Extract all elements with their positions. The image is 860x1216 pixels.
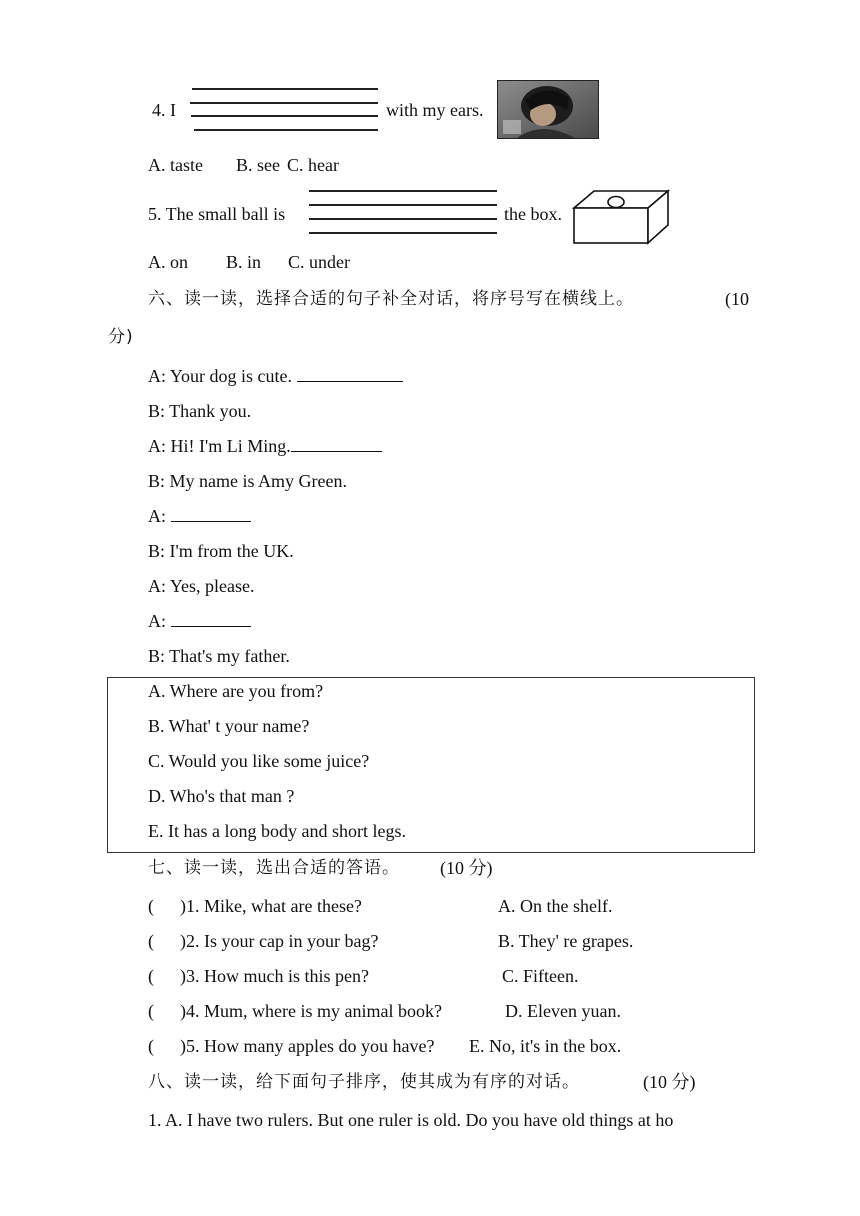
match-answer: E. No, it's in the box. (469, 1036, 622, 1056)
q4-answer-line-4 (194, 129, 378, 131)
match-paren[interactable]: ( (148, 966, 154, 986)
q5-option-c: C. under (288, 252, 350, 272)
q5-option-b: B. in (226, 252, 262, 272)
dialogue-text: A: Your dog is cute. (148, 366, 293, 386)
match-answer: B. They' re grapes. (498, 931, 634, 951)
dialogue-line-2: B: Thank you. (148, 401, 252, 421)
match-question: )5. How many apples do you have? (180, 1036, 435, 1056)
match-question: )1. Mike, what are these? (180, 896, 362, 916)
answer-blank[interactable] (171, 610, 251, 627)
q4-answer-line-1 (192, 88, 378, 90)
dialogue-line-5 (148, 505, 251, 527)
option-e: E. It has a long body and short legs. (148, 821, 406, 841)
q5-answer-line-1 (309, 190, 497, 192)
q5-answer-line-3 (309, 218, 497, 220)
q4-prefix: 4. I (152, 100, 176, 120)
q4-answer-line-2 (190, 102, 378, 104)
q5-suffix: the box. (504, 204, 562, 224)
dialogue-line-3 (148, 435, 382, 457)
answer-blank[interactable] (291, 435, 382, 452)
section8-title: 八、读一读，给下面句子排序，使其成为有序的对话。 (148, 1072, 580, 1092)
dialogue-line-4: B: My name is Amy Green. (148, 471, 347, 491)
q5-answer-line-4 (309, 232, 497, 234)
section6-title: 六、读一读，选择合适的句子补全对话，将序号写在横线上。 (148, 289, 634, 309)
section7-score: (10 分) (440, 858, 493, 878)
section6-score-a: (10 (725, 289, 749, 309)
q4-option-c: C. hear (287, 155, 339, 175)
q4-option-b: B. see (236, 155, 280, 175)
section7-title: 七、读一读，选出合适的答语。 (148, 858, 400, 878)
match-paren[interactable]: ( (148, 1036, 154, 1056)
match-answer: A. On the shelf. (498, 896, 613, 916)
match-paren[interactable]: ( (148, 896, 154, 916)
option-b: B. What' t your name? (148, 716, 310, 736)
option-d: D. Who's that man ? (148, 786, 295, 806)
dialogue-line-1 (148, 365, 403, 387)
q4-listening-photo (497, 80, 599, 139)
dialogue-text: A: (148, 611, 166, 631)
answer-blank[interactable] (171, 505, 251, 522)
q4-answer-line-3 (191, 115, 378, 117)
match-answer: C. Fifteen. (502, 966, 579, 986)
match-paren[interactable]: ( (148, 931, 154, 951)
match-answer: D. Eleven yuan. (505, 1001, 621, 1021)
option-a: A. Where are you from? (148, 681, 324, 701)
section8-line-1: 1. A. I have two rulers. But one ruler is old. Do you have old things at ho (148, 1110, 674, 1130)
q5-answer-line-2 (309, 204, 497, 206)
box-with-ball-drawing (572, 189, 670, 245)
dialogue-line-9: B: That's my father. (148, 646, 290, 666)
section8-score: (10 分) (643, 1072, 696, 1092)
match-question: )4. Mum, where is my animal book? (180, 1001, 442, 1021)
dialogue-line-7: A: Yes, please. (148, 576, 255, 596)
dialogue-text: A: Hi! I'm Li Ming. (148, 436, 291, 456)
q5-prefix: 5. The small ball is (148, 204, 286, 224)
dialogue-text: A: (148, 506, 166, 526)
answer-blank[interactable] (297, 365, 403, 382)
dialogue-line-8 (148, 610, 251, 632)
dialogue-line-6: B: I'm from the UK. (148, 541, 294, 561)
match-question: )3. How much is this pen? (180, 966, 369, 986)
section6-score-b: 分) (108, 327, 134, 347)
q4-option-a: A. taste (148, 155, 203, 175)
q4-suffix: with my ears. (386, 100, 484, 120)
option-c: C. Would you like some juice? (148, 751, 370, 771)
match-paren[interactable]: ( (148, 1001, 154, 1021)
q5-option-a: A. on (148, 252, 188, 272)
match-question: )2. Is your cap in your bag? (180, 931, 379, 951)
